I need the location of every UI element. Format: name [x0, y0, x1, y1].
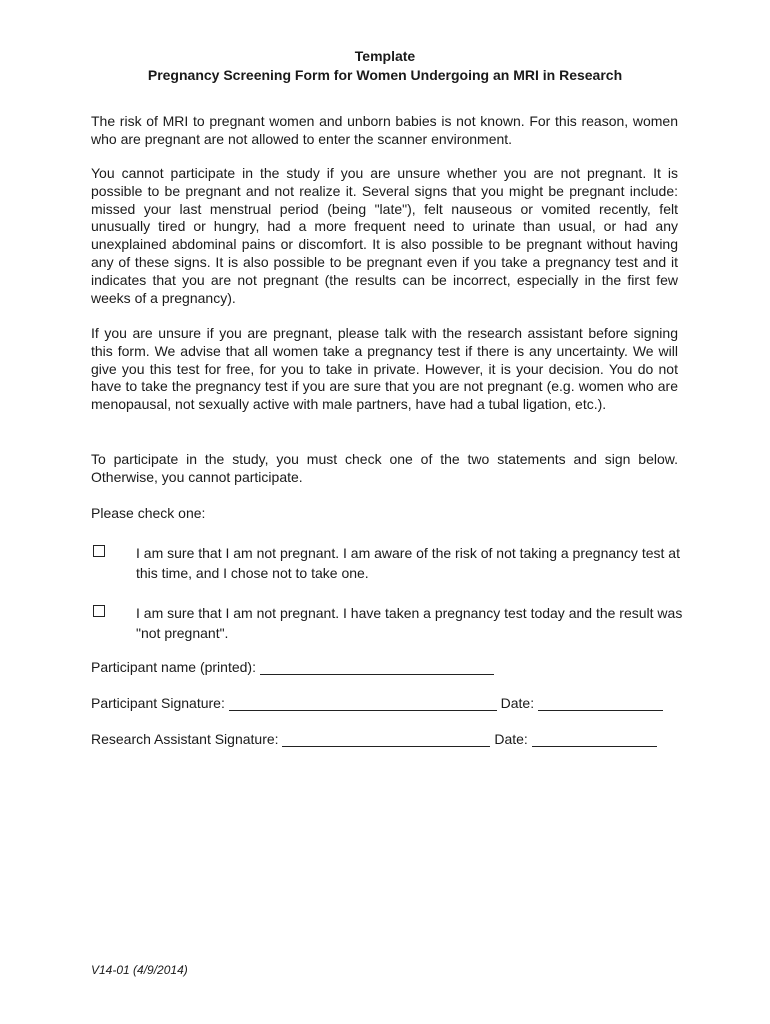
instructions-paragraph: To participate in the study, you must check one of the two statements and sign below. Otherwise, you cannot participate.	[91, 451, 678, 485]
participant-signature-field[interactable]	[229, 696, 497, 711]
participant-name-field[interactable]	[260, 660, 494, 675]
document-subtitle: Pregnancy Screening Form for Women Undergoing an MRI in Research	[147, 67, 623, 83]
check-prompt: Please check one:	[91, 505, 206, 521]
option-test-taken-label: I am sure that I am not pregnant. I have taken a pregnancy test today and the result was "not pregnant".	[136, 605, 683, 641]
eligibility-paragraph: You cannot participate in the study if you are unsure whether you are not pregnant. It is possible to be pregnant and not realize it. Several signs that you might be pregnant include: missed your last menstrual period (being "late"), felt nauseous or vomited recently, felt unusually tired or hungry, had a more frequent need to urinate than usual, or had any unexplained abdominal pains or discomfort. It is also possible to be pregnant without having any of these signs. It is also possible to be pregnant even if you take a pregnancy test and it indicates that you are not pregnant (the results can be incorrect, especially in the first few weeks of a pregnancy).	[91, 165, 678, 306]
participant-signature-label: Participant Signature:	[91, 695, 229, 711]
risk-paragraph: The risk of MRI to pregnant women and unborn babies is not known. For this reason, women who are pregnant are not allowed to enter the scanner environment.	[91, 113, 678, 147]
research-assistant-date-field[interactable]	[532, 732, 657, 747]
research-assistant-date-label: Date:	[490, 731, 532, 747]
participant-name-row	[91, 659, 691, 679]
participant-date-label: Date:	[496, 695, 538, 711]
research-assistant-signature-row	[91, 731, 691, 751]
document-title: Template	[354, 48, 416, 64]
research-assistant-signature-label: Research Assistant Signature:	[91, 731, 283, 747]
participant-signature-row	[91, 695, 691, 715]
participant-date-field[interactable]	[538, 696, 663, 711]
option-no-test-label: I am sure that I am not pregnant. I am aware of the risk of not taking a pregnancy test at this time, and I chose not to take one.	[136, 545, 680, 581]
checkbox-test-taken[interactable]	[93, 605, 105, 617]
checkbox-no-test[interactable]	[93, 545, 105, 557]
participant-name-label: Participant name (printed):	[91, 659, 260, 675]
research-assistant-signature-field[interactable]	[282, 732, 490, 747]
version-footer: V14-01 (4/9/2014)	[91, 963, 188, 977]
pregnancy-test-paragraph: If you are unsure if you are pregnant, please talk with the research assistant before signing this form. We advise that all women take a pregnancy test if there is any uncertainty. We will give you this test for free, for you to take in private. However, it is your decision. You do not have to take the pregnancy test if you are sure that you are not pregnant (e.g. women who are menopausal, not sexually active with male partners, have had a tubal ligation, etc.).	[91, 325, 678, 413]
